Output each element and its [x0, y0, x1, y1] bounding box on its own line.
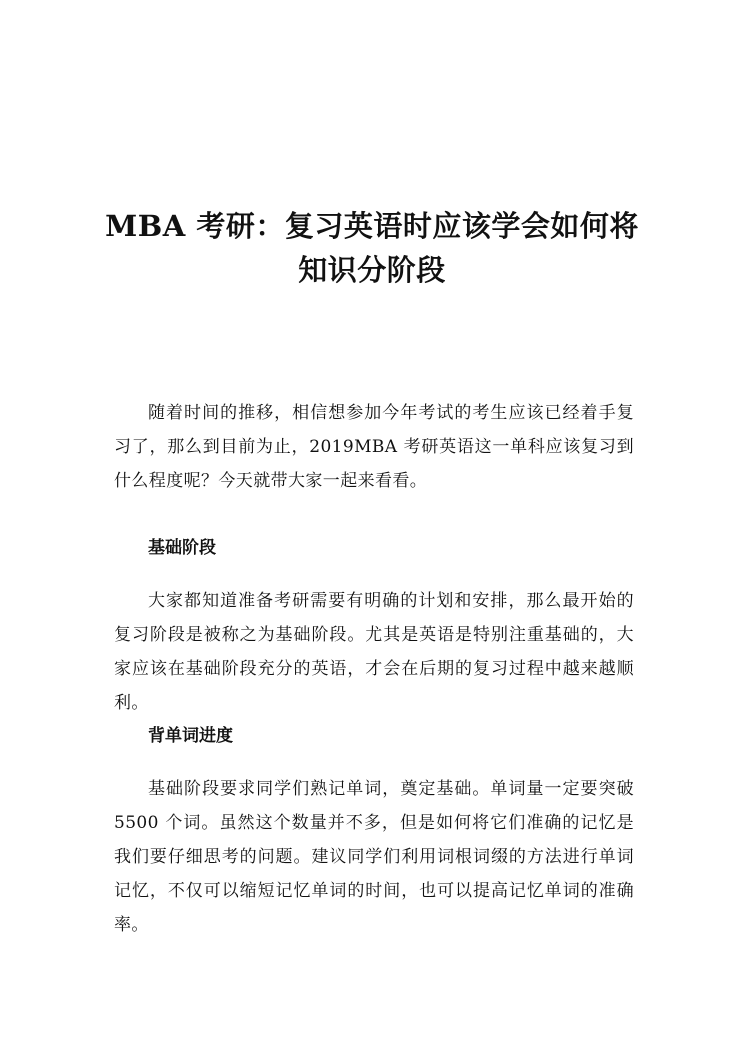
intro-paragraph: 随着时间的推移，相信想参加今年考试的考生应该已经着手复习了，那么到目前为止，2019MBA 考研英语这一单科应该复习到什么程度呢？今天就带大家一起来看看。: [114, 403, 634, 491]
section-heading-basic-stage: 基础阶段: [148, 538, 216, 558]
section-heading-vocabulary-progress: 背单词进度: [148, 726, 233, 746]
document-title: [96, 204, 648, 292]
vocabulary-progress-paragraph: 基础阶段要求同学们熟记单词，奠定基础。单词量一定要突破 5500 个词。虽然这个数量并不多，但是如何将它们准确的记忆是我们要仔细思考的问题。建议同学们利用词根词缀的方法进行单词记忆，不仅可以缩短记忆单词的时间，也可以提高记忆单词的准确率。: [114, 779, 634, 935]
title-line-1: MBA 考研：复习英语时应该学会如何将: [105, 209, 639, 243]
basic-stage-paragraph: 大家都知道准备考研需要有明确的计划和安排，那么最开始的复习阶段是被称之为基础阶段。尤其是英语是特别注重基础的，大家应该在基础阶段充分的英语，才会在后期的复习过程中越来越顺利。: [114, 591, 634, 713]
title-line-2: 知识分阶段: [298, 253, 446, 287]
